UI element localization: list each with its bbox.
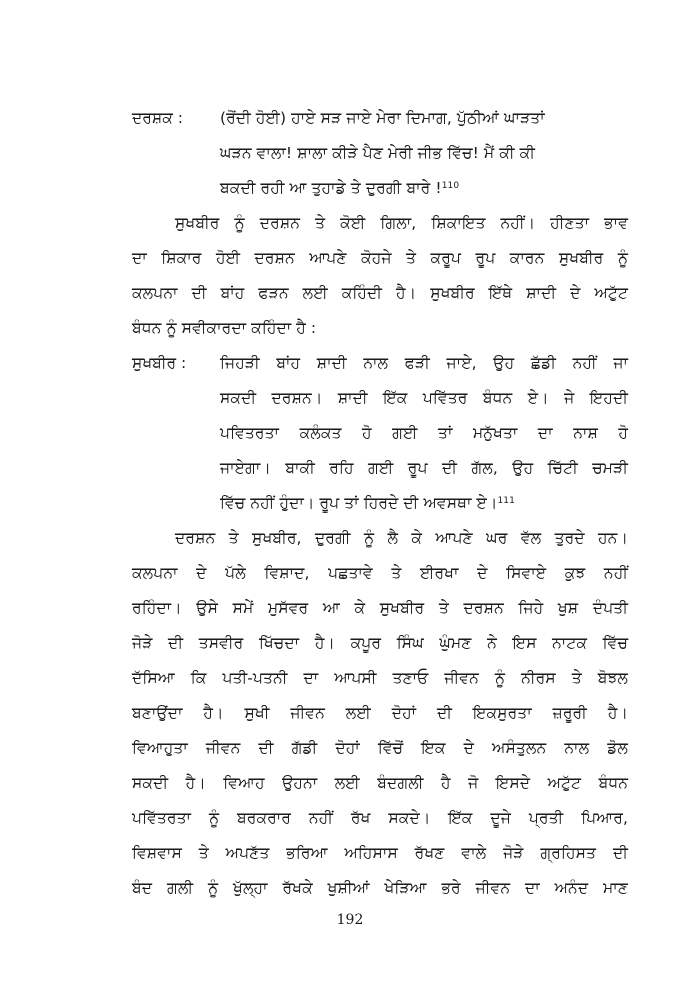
dialogue2-line-5: [220, 493, 515, 513]
paragraph1-line-2: ਦਾ ਸ਼ਿਕਾਰ ਹੋਈ ਦਰਸ਼ਨ ਆਪਣੇ ਕੋਹਜੇ ਤੇ ਕਰੂਪ ਰੂਪ ਕਾਰਨ ਸੁਖਬੀਰ ਨੂੰ: [132, 249, 628, 267]
dialogue2-line-2: ਸਕਦੀ ਦਰਸ਼ਨ। ਸ਼ਾਦੀ ਇੱਕ ਪਵਿੱਤਰ ਬੰਧਨ ਏ। ਜੇ ਇਹਦੀ: [220, 389, 628, 407]
dialogue1-line-2: ਘੜਨ ਵਾਲਾ! ਸ਼ਾਲਾ ਕੀੜੇ ਪੈਣ ਮੇਰੀ ਜੀਭ ਵਿੱਚ! ਮੈਂ ਕੀ ਕੀ: [220, 144, 535, 162]
page-number: 192: [336, 912, 364, 928]
dialogue1-line-3: [220, 178, 459, 198]
paragraph2-line-2: ਕਲਪਨਾ ਦੇ ਪੱਲੇ ਵਿਸ਼ਾਦ, ਪਛਤਾਵੇ ਤੇ ਈਰਖਾ ਦੇ ਸਿਵਾਏ ਕੁਝ ਨਹੀਂ: [132, 564, 628, 582]
footnote-ref-111: 111: [497, 496, 515, 506]
paragraph2-line-4: ਜੋੜੇ ਦੀ ਤਸਵੀਰ ਖਿੱਚਦਾ ਹੈ। ਕਪੂਰ ਸਿੰਘ ਘੁੰਮਣ ਨੇ ਇਸ ਨਾਟਕ ਵਿੱਚ: [132, 634, 628, 652]
dialogue2-line-5-text: ਵਿੱਚ ਨਹੀਂ ਹੁੰਦਾ। ਰੂਪ ਤਾਂ ਹਿਰਦੇ ਦੀ ਅਵਸਥਾ ਏ।: [220, 494, 498, 512]
footnote-ref-110: 110: [441, 181, 460, 191]
dialogue2-line-4: ਜਾਏਗਾ। ਬਾਕੀ ਰਹਿ ਗਈ ਰੂਪ ਦੀ ਗੱਲ, ਉਹ ਚਿੱਟੀ ਚਮੜੀ: [220, 459, 628, 477]
paragraph2-line-3: ਰਹਿੰਦਾ। ਉਸੇ ਸਮੇਂ ਮੁਸੱਵਰ ਆ ਕੇ ਸੁਖਬੀਰ ਤੇ ਦਰਸ਼ਨ ਜਿਹੇ ਖੁਸ਼ ਦੰਪਤੀ: [132, 599, 628, 617]
paragraph1-line-4: ਬੰਧਨ ਨੂੰ ਸਵੀਕਾਰਦਾ ਕਹਿੰਦਾ ਹੈ :: [132, 319, 317, 337]
dialogue2-line-3: ਪਵਿਤਰਤਾ ਕਲੰਕਤ ਹੋ ਗਈ ਤਾਂ ਮਨੁੱਖਤਾ ਦਾ ਨਾਸ਼ ਹੋ: [220, 424, 628, 442]
paragraph2-line-1: ਦਰਸ਼ਨ ਤੇ ਸੁਖਬੀਰ, ਦੁਰਗੀ ਨੂੰ ਲੈ ਕੇ ਆਪਣੇ ਘਰ ਵੱਲ ਤੁਰਦੇ ਹਨ।: [175, 529, 628, 547]
paragraph2-line-8: ਸਕਦੀ ਹੈ। ਵਿਆਹ ਉਹਨਾ ਲਈ ਬੰਦਗਲੀ ਹੈ ਜੋ ਇਸਦੇ ਅਟੁੱਟ ਬੰਧਨ: [132, 774, 628, 792]
dialogue1-line-3-text: ਬਕਦੀ ਰਹੀ ਆ ਤੁਹਾਡੇ ਤੇ ਦੁਰਗੀ ਬਾਰੇ !: [220, 179, 442, 197]
paragraph2-line-6: ਬਣਾਉਂਦਾ ਹੈ। ਸੁਖੀ ਜੀਵਨ ਲਈ ਦੋਹਾਂ ਦੀ ਇਕਸੁਰਤਾ ਜ਼ਰੂਰੀ ਹੈ।: [132, 704, 628, 722]
paragraph2-line-9: ਪਵਿੱਤਰਤਾ ਨੂੰ ਬਰਕਰਾਰ ਨਹੀਂ ਰੱਖ ਸਕਦੇ। ਇੱਕ ਦੂਜੇ ਪ੍ਰਤੀ ਪਿਆਰ,: [132, 809, 628, 827]
paragraph2-line-5: ਦੱਸਿਆ ਕਿ ਪਤੀ-ਪਤਨੀ ਦਾ ਆਪਸੀ ਤਣਾਓ ਜੀਵਨ ਨੂੰ ਨੀਰਸ ਤੇ ਬੋਝਲ: [132, 669, 628, 687]
paragraph2-line-10: ਵਿਸ਼ਵਾਸ ਤੇ ਅਪਣੱਤ ਭਰਿਆ ਅਹਿਸਾਸ ਰੱਖਣ ਵਾਲੇ ਜੋੜੇ ਗ੍ਰਹਿਸਤ ਦੀ: [132, 844, 628, 862]
paragraph2-line-11: ਬੰਦ ਗਲੀ ਨੂੰ ਖੁੱਲ੍ਹਾ ਰੱਖਕੇ ਖੁਸ਼ੀਆਂ ਖੇੜਿਆ ਭਰੇ ਜੀਵਨ ਦਾ ਅਨੰਦ ਮਾਣ: [132, 879, 628, 897]
dialogue2-line-1: ਜਿਹੜੀ ਬਾਂਹ ਸ਼ਾਦੀ ਨਾਲ ਫੜੀ ਜਾਏ, ਉਹ ਛੱਡੀ ਨਹੀਂ ਜਾ: [220, 354, 628, 372]
dialogue1-line-1: (ਰੋਂਦੀ ਹੋਈ) ਹਾਏ ਸੜ ਜਾਏ ਮੇਰਾ ਦਿਮਾਗ, ਪੁੱਠੀਆਂ ਘਾੜਤਾਂ: [220, 109, 545, 127]
speaker-label-sukhbir: ਸੁਖਬੀਰ :: [132, 354, 187, 372]
speaker-label-darshak: ਦਰਸ਼ਕ :: [132, 109, 183, 127]
paragraph2-line-7: ਵਿਆਹੁਤਾ ਜੀਵਨ ਦੀ ਗੱਡੀ ਦੋਹਾਂ ਵਿੱਚੋਂ ਇਕ ਦੇ ਅਸੰਤੁਲਨ ਨਾਲ ਡੋਲ: [132, 739, 628, 757]
paragraph1-line-3: ਕਲਪਨਾ ਦੀ ਬਾਂਹ ਫੜਨ ਲਈ ਕਹਿੰਦੀ ਹੈ। ਸੁਖਬੀਰ ਇੱਥੇ ਸ਼ਾਦੀ ਦੇ ਅਟੁੱਟ: [132, 284, 628, 302]
paragraph1-line-1: ਸੁਖਬੀਰ ਨੂੰ ਦਰਸ਼ਨ ਤੇ ਕੋਈ ਗਿਲਾ, ਸ਼ਿਕਾਇਤ ਨਹੀਂ। ਹੀਣਤਾ ਭਾਵ: [175, 214, 628, 232]
